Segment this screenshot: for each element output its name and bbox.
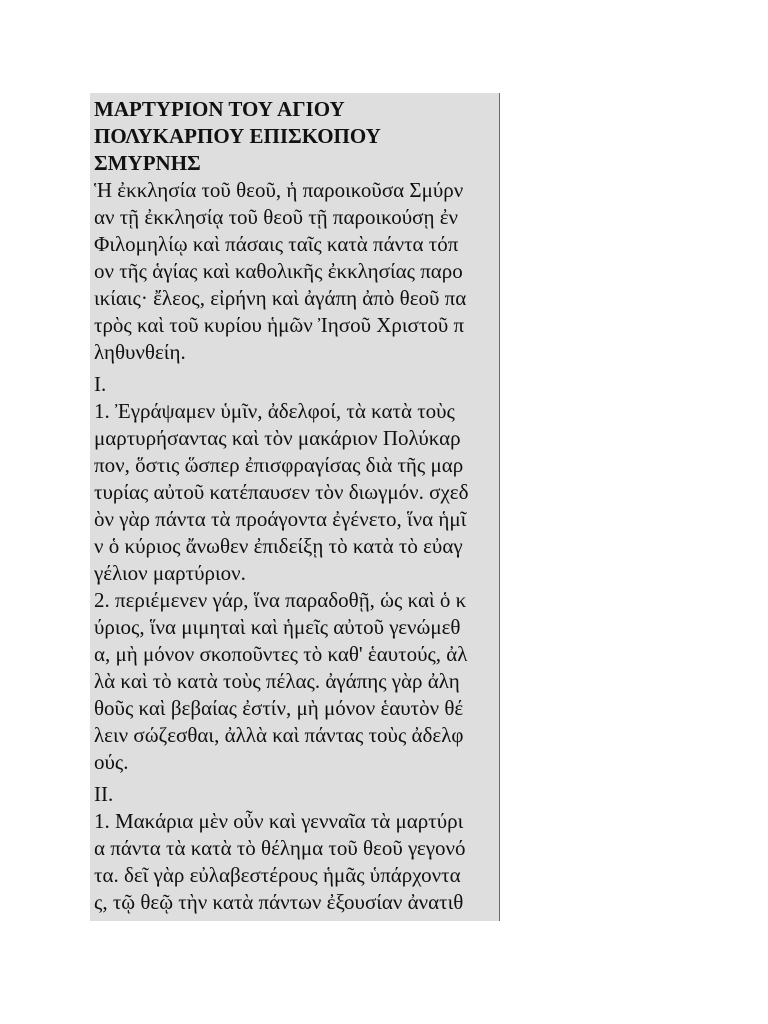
text-line: 1. Ἐγράψαμεν ὑμῖν, ἀδελφοί, τὰ κατὰ τοὺς	[94, 399, 455, 423]
section-heading: II.	[94, 782, 114, 806]
title-line: ΠΟΛΥΚΑΡΠΟΥ ΕΠΙΣΚΟΠΟΥ	[94, 124, 381, 148]
text-line: 1. Μακάρια μὲν οὖν καὶ γενναῖα τὰ μαρτύρι	[94, 809, 464, 833]
title-line: ΣΜΥΡΝΗΣ	[94, 151, 201, 175]
text-line: Φιλομηλίῳ καὶ πάσαις ταῖς κατὰ πάντα τόπ	[94, 232, 459, 256]
text-line: 2. περιέμενεν γάρ, ἵνα παραδοθῇ, ὡς καὶ ὁ κ	[94, 588, 467, 612]
intro-paragraph	[94, 177, 495, 366]
text-line: γέλιον μαρτύριον.	[94, 561, 246, 585]
text-line: ούς.	[94, 750, 129, 774]
text-line: τυρίας αὐτοῦ κατέπαυσεν τὸν διωγμόν. σχεδ	[94, 480, 469, 504]
text-line: ὸν γὰρ πάντα τὰ προάγοντα ἐγένετο, ἵνα ἡμῖ	[94, 507, 467, 531]
text-line: τρὸς καὶ τοῦ κυρίου ἡμῶν Ἰησοῦ Χριστοῦ π	[94, 313, 465, 337]
text-panel[interactable]	[90, 93, 500, 921]
text-line: ύριος, ἵνα μιμηταὶ καὶ ἡμεῖς αὐτοῦ γενώμεθ	[94, 615, 461, 639]
text-line: ληθυνθείη.	[94, 340, 186, 364]
text-line: λειν σώζεσθαι, ἀλλὰ καὶ πάντας τοὺς ἀδελφ	[94, 723, 464, 747]
section-heading: I.	[94, 372, 107, 396]
text-line: πον, ὅστις ὥσπερ ἐπισφραγίσας διὰ τῆς μαρ	[94, 453, 464, 477]
text-line: ν ὁ κύριος ἄνωθεν ἐπιδείξῃ τὸ κατὰ τὸ εὐαγ	[94, 534, 463, 558]
text-line: α, μὴ μόνον σκοποῦντες τὸ καθ' ἑαυτούς, ἀλ	[94, 642, 468, 666]
text-line: ον τῆς ἁγίας καὶ καθολικῆς ἐκκλησίας παρο	[94, 259, 463, 283]
text-line: θοῦς καὶ βεβαίας ἐστίν, μὴ μόνον ἑαυτὸν θέ	[94, 696, 464, 720]
title-line: ΜΑΡΤΥΡΙΟΝ ΤΟΥ ΑΓΙΟΥ	[94, 97, 345, 121]
text-line: ς, τῷ θεῷ τὴν κατὰ πάντων ἐξουσίαν ἀνατιθ	[94, 890, 464, 914]
text-line: τα. δεῖ γὰρ εὐλαβεστέρους ἡμᾶς ὑπάρχοντα	[94, 863, 461, 887]
text-line: Ἡ ἐκκλησία τοῦ θεοῦ, ἡ παροικοῦσα Σμύρν	[94, 178, 464, 202]
section-2	[94, 781, 495, 916]
text-line: αν τῇ ἐκκλησίᾳ τοῦ θεοῦ τῇ παροικούσῃ ἐν	[94, 205, 459, 229]
text-line: μαρτυρήσαντας καὶ τὸν μακάριον Πολύκαρ	[94, 426, 461, 450]
text-line: ικίαις· ἔλεος, εἰρήνη καὶ ἀγάπη ἀπὸ θεοῦ πα	[94, 286, 467, 310]
text-line: α πάντα τὰ κατὰ τὸ θέλημα τοῦ θεοῦ γεγονό	[94, 836, 466, 860]
section-1	[94, 371, 495, 776]
text-line: λὰ καὶ τὸ κατὰ τοὺς πέλας. ἀγάπης γὰρ ἀλη	[94, 669, 460, 693]
document-title	[94, 96, 495, 177]
